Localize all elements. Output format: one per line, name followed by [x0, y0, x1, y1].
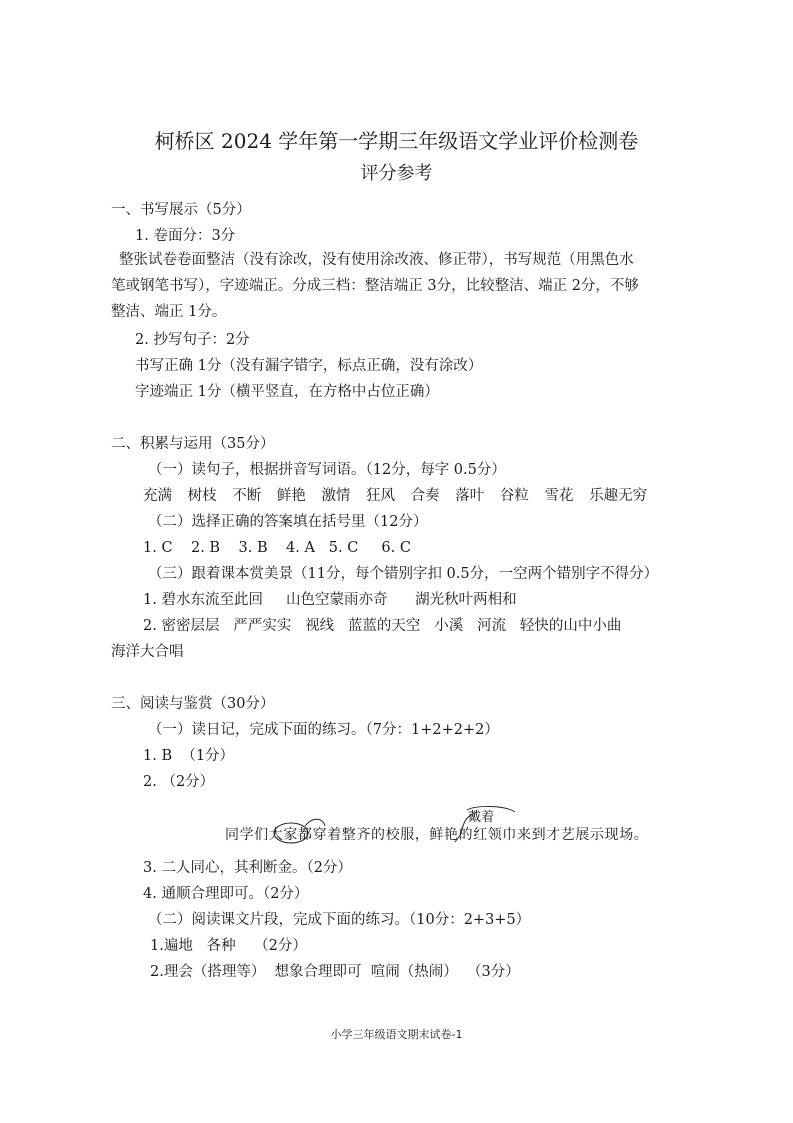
- s2-part2-title: （二）选择正确的答案填在括号里（12分）: [148, 514, 428, 530]
- s3-q3: 3. 二人同心，其利断金。（2分）: [143, 860, 352, 876]
- s1-item2-title: 2. 抄写句子：2分: [135, 332, 250, 348]
- section-2-heading: 二、积累与运用（35分）: [111, 436, 275, 452]
- handwritten-correction-example: [225, 806, 695, 852]
- insert-arc: [467, 806, 515, 812]
- correction-marks: [225, 806, 695, 852]
- word-answer: 合奏: [410, 488, 440, 504]
- s2-part1-words: [143, 486, 658, 506]
- s3-q1: 1. B （1分）: [143, 748, 235, 764]
- deletion-circle: [274, 823, 308, 843]
- word-answer: 乐趣无穷: [589, 488, 648, 504]
- s1-item1-line1: 整张试卷卷面整洁（没有涂改，没有使用涂改液、修正带），书写规范（用黑色水: [119, 252, 634, 268]
- word-answer: 激情: [321, 488, 351, 504]
- insert-caret: [455, 812, 477, 842]
- s1-item2-line1: 书写正确 1分（没有漏字错字，标点正确，没有涂改）: [135, 358, 483, 374]
- word-answer: 鲜艳: [276, 488, 306, 504]
- word-answer: 狂风: [366, 488, 396, 504]
- s3-part1-title: （一）读日记，完成下面的练习。（7分：1+2+2+2）: [148, 722, 499, 738]
- word-answer: 不断: [232, 488, 262, 504]
- word-answer: 落叶: [455, 488, 485, 504]
- s1-item1-title: 1. 卷面分：3分: [135, 228, 236, 244]
- s2-part3-line2: 2. 密密层层 严严实实 视线 蓝蓝的天空 小溪 河流 轻快的山中小曲: [143, 618, 622, 634]
- s2-part3-line3: 海洋大合唱: [111, 644, 184, 660]
- s2-part1-title: （一）读句子，根据拼音写词语。（12分，每字 0.5分）: [148, 462, 506, 478]
- s1-item1-line2: 笔或钢笔书写），字迹端正。分成三档：整洁端正 3分，比较整洁、端正 2分，不够: [111, 278, 639, 294]
- document-title: 柯桥区 2024 学年第一学期三年级语文学业评价检测卷: [154, 129, 639, 153]
- word-answer: 谷粒: [499, 488, 529, 504]
- word-answer: 树枝: [187, 488, 217, 504]
- page-footer: 小学三年级语文期末试卷-1: [330, 1028, 463, 1041]
- section-3-heading: 三、阅读与鉴赏（30分）: [111, 696, 275, 712]
- s1-item1-line3: 整洁、端正 1分。: [111, 304, 227, 320]
- s3-part2-title: （二）阅读课文片段，完成下面的练习。（10分：2+3+5）: [148, 912, 531, 928]
- word-answer: 雪花: [544, 488, 574, 504]
- s2-part3-line1: 1. 碧水东流至此回 山色空蒙雨亦奇 湖光秋叶两相和: [143, 592, 517, 608]
- s2-part3-title: （三）跟着课本赏美景（11分，每个错别字扣 0.5分，一空两个错别字不得分）: [148, 566, 659, 582]
- inserted-word: 戴着: [468, 810, 495, 825]
- deletion-arc: [305, 819, 325, 826]
- word-answer: 充满: [143, 488, 172, 504]
- section-1-heading: 一、书写展示（5分）: [111, 202, 251, 218]
- s3-part2-q2: 2.理会（搭理等） 想象合理即可 喧闹（热闹） （3分）: [150, 964, 520, 980]
- s1-item2-line2: 字迹端正 1分（横平竖直，在方格中占位正确）: [135, 384, 439, 400]
- s3-part2-q1: 1.遍地 各种 （2分）: [150, 938, 307, 954]
- s3-q4: 4. 通顺合理即可。（2分）: [143, 886, 309, 902]
- s2-part2-answers: 1. C 2. B 3. B 4. A 5. C 6. C: [143, 540, 411, 556]
- s3-q2: 2. （2分）: [143, 774, 215, 790]
- document-subtitle: 评分参考: [360, 163, 433, 184]
- corrected-sentence: 同学们大家都穿着整齐的校服，鲜艳的红领巾来到才艺展示现场。: [225, 827, 649, 843]
